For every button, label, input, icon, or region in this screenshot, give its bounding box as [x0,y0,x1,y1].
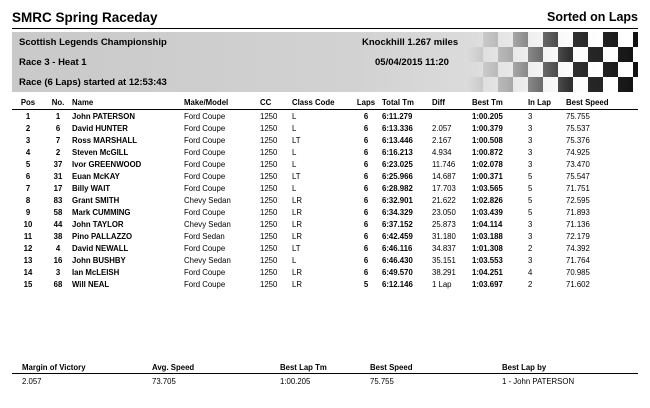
cell-best-time: 1:02.826 [472,195,503,205]
cell-in-lap: 3 [528,231,533,241]
cell-laps: 6 [363,159,369,169]
cell-best-time: 1:00.205 [472,111,503,121]
cell-pos: 3 [25,135,31,145]
cell-best-time: 1:03.188 [472,231,503,241]
cell-laps: 6 [363,267,369,277]
cell-best-time: 1:04.251 [472,267,503,277]
cell-best-time: 1:00.872 [472,147,503,157]
best-lap-value: 1:00.205 [280,377,311,386]
cell-class-code: L [292,183,297,193]
cell-in-lap: 4 [528,267,533,277]
cell-cc: 1250 [260,195,278,205]
cell-cc: 1250 [260,171,278,181]
cell-laps: 6 [363,243,369,253]
cell-laps: 6 [363,135,369,145]
cell-best-speed: 71.893 [566,207,590,217]
cell-make-model: Ford Coupe [184,183,226,193]
results-header-row [12,96,638,110]
cell-pos: 7 [25,183,31,193]
cell-diff: 11.746 [432,159,456,169]
cell-in-lap: 3 [528,135,533,145]
best-lap-label: Best Lap Tm [280,363,327,372]
cell-best-time: 1:00.508 [472,135,503,145]
cell-make-model: Ford Coupe [184,147,226,157]
cell-total-time: 6:46.116 [382,243,413,253]
cell-make-model: Ford Coupe [184,267,226,277]
table-row [12,158,638,170]
circuit-name: Knockhill 1.267 miles [362,37,459,48]
table-row [12,182,638,194]
cell-cc: 1250 [260,123,278,133]
race-datetime: 05/04/2015 11:20 [375,57,449,68]
cell-cc: 1250 [260,183,278,193]
column-header-name: Name [72,96,184,110]
cell-total-time: 6:13.336 [382,123,413,133]
cell-make-model: Ford Coupe [184,243,226,253]
cell-in-lap: 2 [528,279,533,289]
cell-diff [432,110,472,123]
cell-total-time: 6:32.901 [382,195,413,205]
cell-total-time: 6:34.329 [382,207,413,217]
cell-laps: 6 [363,231,369,241]
column-header-cc: CC [260,96,292,110]
cell-best-speed: 75.537 [566,123,590,133]
cell-make-model: Ford Coupe [184,279,226,289]
cell-best-time: 1:03.553 [472,255,503,265]
cell-number: 1 [55,111,61,121]
cell-best-speed: 74.925 [566,147,590,157]
best-lap-by-label: Best Lap by [502,363,547,372]
cell-number: 17 [53,183,63,193]
cell-make-model: Chevy Sedan [184,195,231,205]
cell-best-time: 1:03.439 [472,207,503,217]
cell-pos: 14 [23,267,33,277]
cell-best-speed: 73.470 [566,159,590,169]
cell-diff: 4.934 [432,147,452,157]
cell-cc: 1250 [260,159,278,169]
cell-name: Pino PALLAZZO [72,231,133,241]
cell-name: Mark CUMMING [72,207,131,217]
best-speed-label: Best Speed [370,363,413,372]
cell-diff: 2.057 [432,123,452,133]
cell-laps: 5 [363,279,369,289]
cell-number: 38 [53,231,63,241]
cell-make-model: Ford Coupe [184,171,226,181]
cell-best-speed: 71.602 [566,279,590,289]
cell-in-lap: 5 [528,195,533,205]
table-row [12,230,638,242]
cell-make-model: Chevy Sedan [184,219,231,229]
cell-make-model: Ford Coupe [184,111,226,121]
cell-laps: 6 [363,183,369,193]
cell-best-speed: 70.985 [566,267,590,277]
cell-number: 58 [53,207,63,217]
cell-best-speed: 71.764 [566,255,590,265]
cell-diff: 21.622 [432,195,456,205]
cell-class-code: LR [292,231,302,241]
cell-cc: 1250 [260,267,278,277]
cell-class-code: LR [292,219,302,229]
cell-in-lap: 5 [528,183,533,193]
cell-name: Ross MARSHALL [72,135,137,145]
cell-class-code: LT [292,135,301,145]
cell-make-model: Ford Coupe [184,207,226,217]
cell-best-speed: 75.755 [566,111,590,121]
cell-number: 16 [53,255,63,265]
cell-total-time: 6:23.025 [382,159,413,169]
cell-total-time: 6:42.459 [382,231,413,241]
cell-class-code: LT [292,171,301,181]
table-row [12,218,638,230]
cell-make-model: Ford Coupe [184,135,226,145]
column-header-total-time: Total Tm [382,96,432,110]
cell-class-code: L [292,159,297,169]
championship-name: Scottish Legends Championship [19,37,167,48]
cell-pos: 12 [23,243,33,253]
race-summary [12,362,638,392]
column-header-best-time: Best Tm [472,96,528,110]
cell-laps: 6 [363,147,369,157]
cell-diff: 14.687 [432,171,456,181]
cell-best-time: 1:02.078 [472,159,503,169]
table-row [12,146,638,158]
cell-total-time: 6:28.982 [382,183,413,193]
cell-cc: 1250 [260,279,278,289]
cell-number: 2 [55,147,61,157]
column-header-laps: Laps [350,96,382,110]
cell-number: 68 [53,279,63,289]
table-row [12,194,638,206]
cell-best-speed: 71.751 [566,183,590,193]
cell-pos: 1 [25,111,31,121]
column-header-pos: Pos [12,96,44,110]
cell-number: 44 [53,219,63,229]
cell-laps: 6 [363,255,369,265]
best-lap-by-value: 1 - John PATERSON [502,377,575,386]
cell-best-time: 1:03.697 [472,279,503,289]
cell-pos: 2 [25,123,31,133]
cell-laps: 6 [363,171,369,181]
cell-total-time: 6:37.152 [382,219,413,229]
race-info-banner [12,32,638,92]
cell-in-lap: 5 [528,207,533,217]
header-divider [12,28,638,29]
table-row [12,134,638,146]
cell-class-code: L [292,123,297,133]
cell-best-speed: 71.136 [566,219,590,229]
cell-in-lap: 3 [528,147,533,157]
cell-make-model: Chevy Sedan [184,255,231,265]
cell-number: 7 [55,135,61,145]
sort-label: Sorted on Laps [547,10,638,24]
cell-number: 6 [55,123,61,133]
cell-in-lap: 3 [528,159,533,169]
cell-name: Will NEAL [72,279,110,289]
cell-class-code: L [292,147,297,157]
cell-total-time: 6:46.430 [382,255,413,265]
cell-number: 37 [53,159,63,169]
cell-class-code: L [292,255,297,265]
cell-name: Grant SMITH [72,195,120,205]
cell-total-time: 6:25.966 [382,171,413,181]
cell-best-speed: 72.595 [566,195,590,205]
cell-pos: 5 [25,159,31,169]
cell-class-code: L [292,111,297,121]
report-header [12,8,638,30]
cell-total-time: 6:12.146 [382,279,413,289]
cell-in-lap: 3 [528,111,533,121]
cell-diff: 2.167 [432,135,452,145]
cell-pos: 11 [23,231,33,241]
table-row [12,170,638,182]
cell-total-time: 6:11.279 [382,111,413,121]
cell-in-lap: 3 [528,255,533,265]
summary-divider [12,373,638,374]
cell-laps: 6 [363,123,369,133]
best-speed-value: 75.755 [370,377,394,386]
cell-name: John BUSHBY [72,255,126,265]
cell-cc: 1250 [260,231,278,241]
column-header-best-speed: Best Speed [566,96,638,110]
table-row [12,122,638,134]
cell-best-speed: 75.547 [566,171,590,181]
column-header-make-model: Make/Model [184,96,260,110]
cell-class-code: LR [292,267,302,277]
cell-pos: 13 [23,255,33,265]
table-row [12,242,638,254]
cell-pos: 4 [25,147,31,157]
margin-label: Margin of Victory [22,363,86,372]
column-header-diff: Diff [432,96,472,110]
cell-cc: 1250 [260,243,278,253]
cell-number: 31 [53,171,63,181]
avg-speed-label: Avg. Speed [152,363,195,372]
cell-pos: 15 [23,279,33,289]
cell-name: Ivor GREENWOOD [72,159,142,169]
cell-best-time: 1:00.379 [472,123,503,133]
race-start-info: Race (6 Laps) started at 12:53:43 [19,77,167,88]
cell-name: Steven McGILL [72,147,129,157]
cell-name: Euan McKAY [72,171,120,181]
table-row [12,110,638,123]
cell-pos: 9 [25,207,31,217]
cell-name: John TAYLOR [72,219,124,229]
cell-make-model: Ford Sedan [184,231,225,241]
cell-pos: 10 [23,219,33,229]
cell-laps: 6 [363,207,369,217]
column-header-class-code: Class Code [292,96,350,110]
cell-best-time: 1:03.565 [472,183,503,193]
table-row [12,278,638,290]
cell-number: 83 [53,195,63,205]
cell-cc: 1250 [260,111,278,121]
cell-laps: 6 [363,195,369,205]
cell-total-time: 6:49.570 [382,267,413,277]
cell-best-speed: 75.376 [566,135,590,145]
cell-best-speed: 72.179 [566,231,590,241]
cell-cc: 1250 [260,255,278,265]
event-title: SMRC Spring Raceday [12,10,158,25]
cell-name: Billy WAIT [72,183,111,193]
cell-diff: 38.291 [432,267,456,277]
results-table [12,96,638,290]
cell-total-time: 6:13.446 [382,135,413,145]
cell-cc: 1250 [260,207,278,217]
cell-name: John PATERSON [72,111,135,121]
cell-name: David NEWALL [72,243,129,253]
race-name: Race 3 - Heat 1 [19,57,87,68]
table-row [12,254,638,266]
cell-class-code: LR [292,207,302,217]
cell-pos: 6 [25,171,31,181]
cell-name: Ian McLEISH [72,267,120,277]
cell-diff: 17.703 [432,183,456,193]
cell-in-lap: 5 [528,171,533,181]
table-row [12,206,638,218]
cell-cc: 1250 [260,219,278,229]
column-header-number: No. [44,96,72,110]
results-body [12,110,638,291]
cell-diff: 34.837 [432,243,456,253]
cell-in-lap: 3 [528,123,533,133]
margin-value: 2.057 [22,377,42,386]
table-row [12,266,638,278]
cell-diff: 25.873 [432,219,456,229]
cell-cc: 1250 [260,147,278,157]
cell-best-time: 1:01.308 [472,243,503,253]
cell-in-lap: 2 [528,243,533,253]
cell-make-model: Ford Coupe [184,159,226,169]
cell-make-model: Ford Coupe [184,123,226,133]
cell-class-code: LR [292,279,302,289]
cell-best-time: 1:00.371 [472,171,503,181]
cell-number: 4 [55,243,61,253]
cell-diff: 31.180 [432,231,456,241]
cell-laps: 6 [363,219,369,229]
cell-class-code: LT [292,243,301,253]
cell-diff: 35.151 [432,255,456,265]
cell-class-code: LR [292,195,302,205]
cell-diff: 23.050 [432,207,456,217]
cell-pos: 8 [25,195,31,205]
cell-cc: 1250 [260,135,278,145]
cell-name: David HUNTER [72,123,128,133]
checkered-flag-icon [468,32,638,92]
column-header-in-lap: In Lap [528,96,566,110]
cell-diff: 1 Lap [432,279,452,289]
cell-in-lap: 3 [528,219,533,229]
cell-total-time: 6:16.213 [382,147,413,157]
cell-best-time: 1:04.114 [472,219,503,229]
cell-best-speed: 74.392 [566,243,590,253]
cell-number: 3 [55,267,61,277]
cell-laps: 6 [363,111,369,121]
avg-speed-value: 73.705 [152,377,176,386]
